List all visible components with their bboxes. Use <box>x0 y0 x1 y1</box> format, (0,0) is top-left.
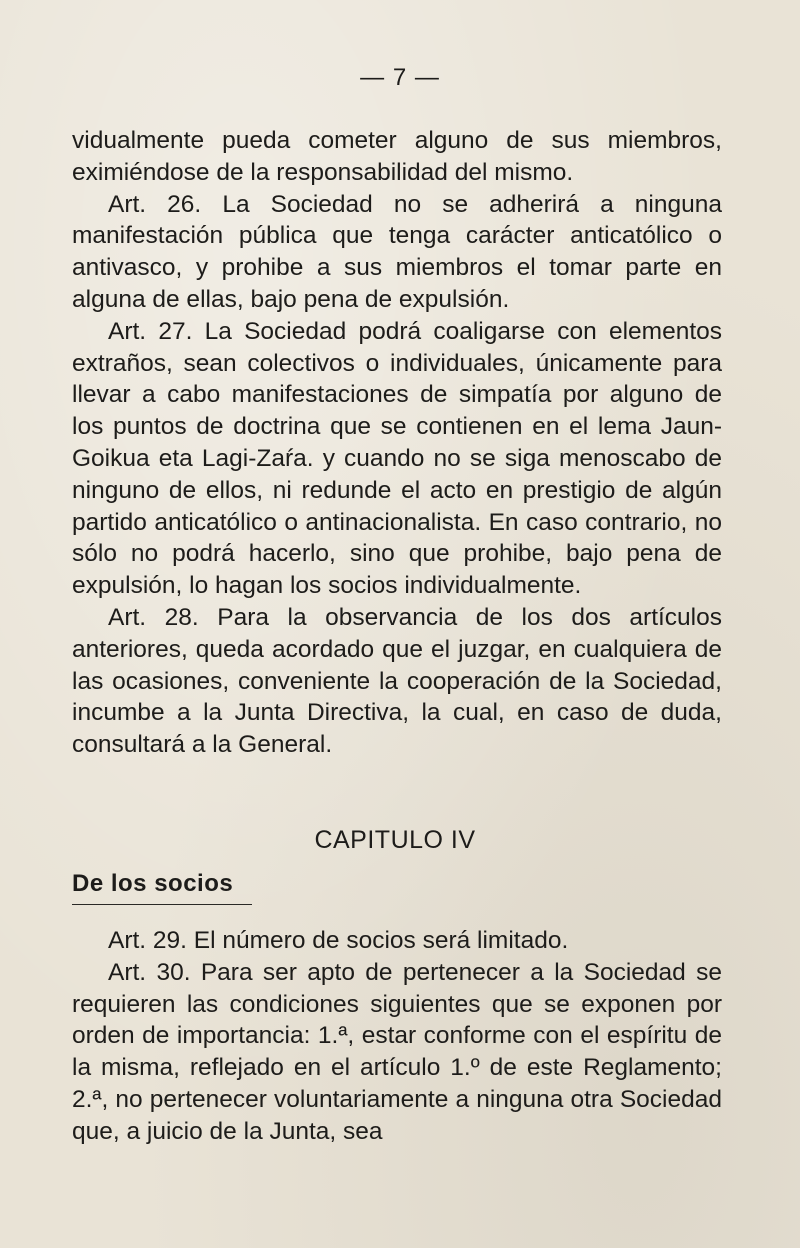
paragraph-art-30: Art. 30. Para ser apto de pertenecer a la Sociedad se requieren las condiciones siguientes que se exponen por orden de importancia: 1.ª, estar conforme con el espíritu de la misma, reflejado en el artículo 1.º de este Reglamento; 2.ª, no pertenecer voluntariamente a ninguna otra Sociedad que, a juicio de la Junta, sea <box>72 958 722 1145</box>
paragraph-art-26: Art. 26. La Sociedad no se adherirá a ninguna manifestación pública que tenga carácter anticatólico o antivasco, y prohibe a sus miembros el tomar parte en alguna de ellas, bajo pena de expulsión. <box>72 190 722 313</box>
text-block-upper <box>72 125 722 761</box>
paragraph-continuation: vidualmente pueda cometer alguno de sus miembros, eximiéndose de la responsabilidad del mismo. <box>72 127 722 186</box>
chapter-title: CAPITULO IV <box>314 826 476 854</box>
paragraph-art-27: Art. 27. La Sociedad podrá coaligarse con elementos extraños, sean colectivos o individuales, únicamente para llevar a cabo manifestaciones de simpatía por alguno de los puntos de doctrina que se contienen en el lema Jaun-Goikua eta Lagi-Zaŕa. y cuando no se siga menoscabo de ninguno de ellos, ni redunde el acto en prestigio de algún partido anticatólico o antinacionalista. En caso contrario, no sólo no podrá hacerlo, sino que prohibe, bajo pena de expulsión, lo hagan los socios individualmente. <box>72 317 722 600</box>
page-number: — 7 — <box>360 64 440 91</box>
paragraph-art-28: Art. 28. Para la observancia de los dos artículos anteriores, queda acordado que el juzgar, en cualquiera de las ocasiones, conveniente la cooperación de la Sociedad, incumbe a la Junta Directiva, la cual, en caso de duda, consultará a la General. <box>72 603 722 759</box>
section-underline <box>72 904 252 905</box>
paragraph-art-29: Art. 29. El número de socios será limitado. <box>108 927 569 954</box>
section-heading: De los socios <box>72 870 234 897</box>
text-block-lower <box>72 925 722 1148</box>
